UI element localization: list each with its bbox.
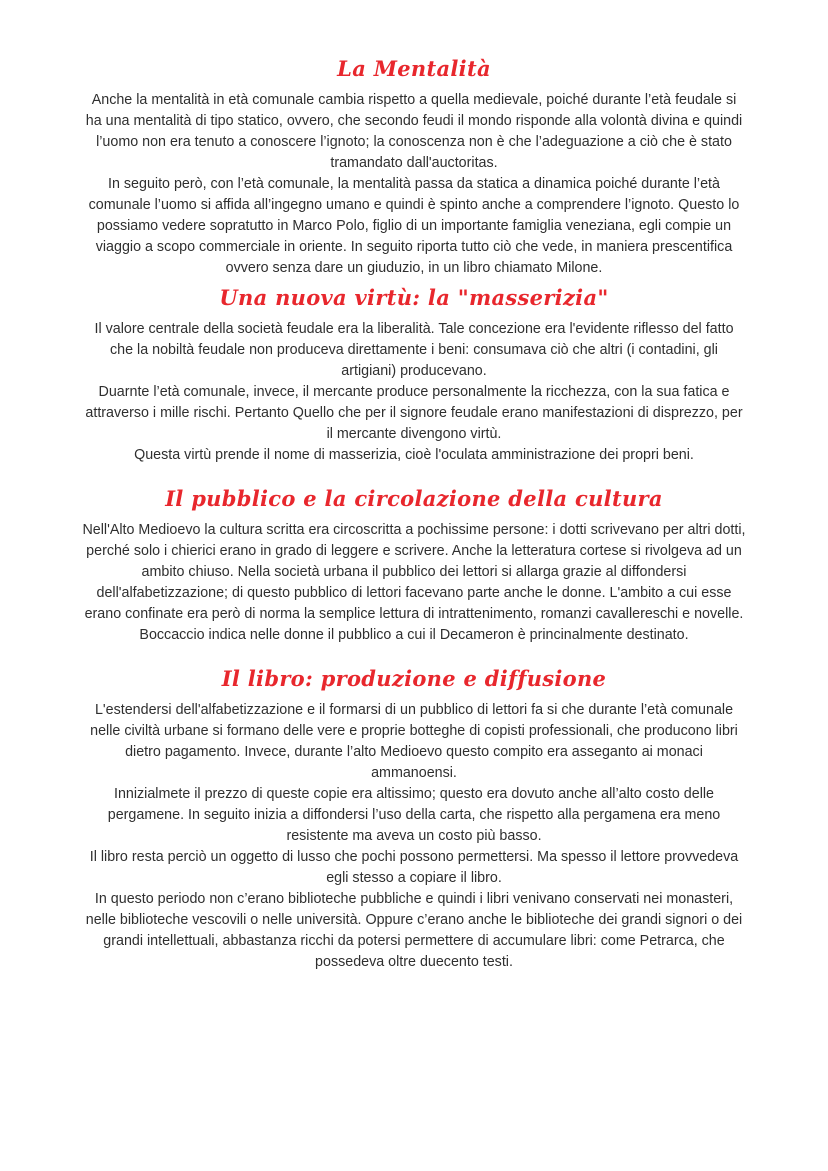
paragraph: Nell'Alto Medioevo la cultura scritta era circoscritta a pochissime persone: i dotti scrivevano per altri dotti, perché solo i chierici erano in grado di leggere e scrivere. Anche la letteratura cortese si rivolgeva ad un ambito chiuso. Nella società urbana il pubblico dei lettori si allarga grazie al diffondersi dell'alfabetizzazione; di questo pubblico di lettori facevano parte anche le donne. L'ambito a cui esse erano confinate era però di norma la semplice lettura di intrattenimento, romanzi cavallereschi e novelle. Boccaccio indica nelle donne il pubblico a cui il Decameron è princinalmente destinato.	[82, 522, 746, 643]
paragraph: L'estendersi dell'alfabetizzazione e il formarsi di un pubblico di lettori fa si che durante l’età comunale nelle civiltà urbane si formano delle vere e proprie botteghe di copisti professionali, che producono libri dietro pagamento. Invece, durante l’alto Medioevo questo compito era asseganto ai monaci ammanoensi.	[90, 702, 738, 781]
section-title: La Mentalità	[337, 56, 491, 81]
section-masserizia	[82, 285, 746, 466]
paragraph: Il valore centrale della società feudale era la liberalità. Tale concezione era l'evidente riflesso del fatto che la nobiltà feudale non produceva direttamente i beni: consumava ciò che altri (i contadini, gli artigiani) producevano.	[94, 321, 734, 379]
paragraph: In seguito però, con l’età comunale, la mentalità passa da statica a dinamica poiché durante l’età comunale l’uomo si affida all’ingegno umano e quindi è spinto anche a comprendere l’ignoto. Questo lo possiamo vedere sopratutto in Marco Polo, figlio di un importante famiglia veneziana, egli compie un viaggio a scopo commerciale in oriente. In seguito riporta tutto ciò che vede, in maniera prescentifica ovvero senza dare un giuduzio, in un libro chiamato Milone.	[88, 176, 740, 276]
section-title: Il pubblico e la circolazione della cultura	[165, 486, 663, 511]
paragraph: Anche la mentalità in età comunale cambia rispetto a quella medievale, poiché durante l’età feudale si ha una mentalità di tipo statico, ovvero, che secondo feudi il mondo risponde alla volontà divina e quindi l’uomo non era tenuto a conoscere l’ignoto; la conoscenza non è che l’adeguazione a ciò che è stato tramandato dall'auctoritas.	[85, 92, 743, 171]
paragraph: Il libro resta perciò un oggetto di lusso che pochi possono permettersi. Ma spesso il lettore provvedeva egli stesso a copiare il libro.	[89, 849, 739, 886]
paragraph: Duarnte l’età comunale, invece, il mercante produce personalmente la ricchezza, con la sua fatica e attraverso i mille rischi. Pertanto Quello che per il signore feudale erano manifestazioni di disprezzo, per il mercante divengono virtù.	[85, 384, 743, 442]
section-title: Il libro: produzione e diffusione	[221, 666, 607, 691]
section-title: Una nuova virtù: la "masserizia"	[219, 285, 609, 310]
paragraph: Questa virtù prende il nome di masserizia, cioè l'oculata amministrazione dei propri beni.	[134, 447, 694, 463]
section-libro	[82, 666, 746, 973]
section-pubblico-cultura	[82, 486, 746, 646]
section-mentalita	[82, 56, 746, 279]
paragraph: In questo periodo non c’erano biblioteche pubbliche e quindi i libri venivano conservati nei monasteri, nelle biblioteche vescovili o nelle università. Oppure c’erano anche le biblioteche dei grandi signori o dei grandi intellettuali, abbastanza ricchi da potersi permettere di accumulare libri: come Petrarca, che possedeva oltre duecento testi.	[85, 891, 743, 970]
paragraph: Innizialmete il prezzo di queste copie era altissimo; questo era dovuto anche all’alto costo delle pergamene. In seguito inizia a diffondersi l’uso della carta, che rispetto alla pergamena era meno resistente ma aveva un costo più basso.	[107, 786, 721, 844]
